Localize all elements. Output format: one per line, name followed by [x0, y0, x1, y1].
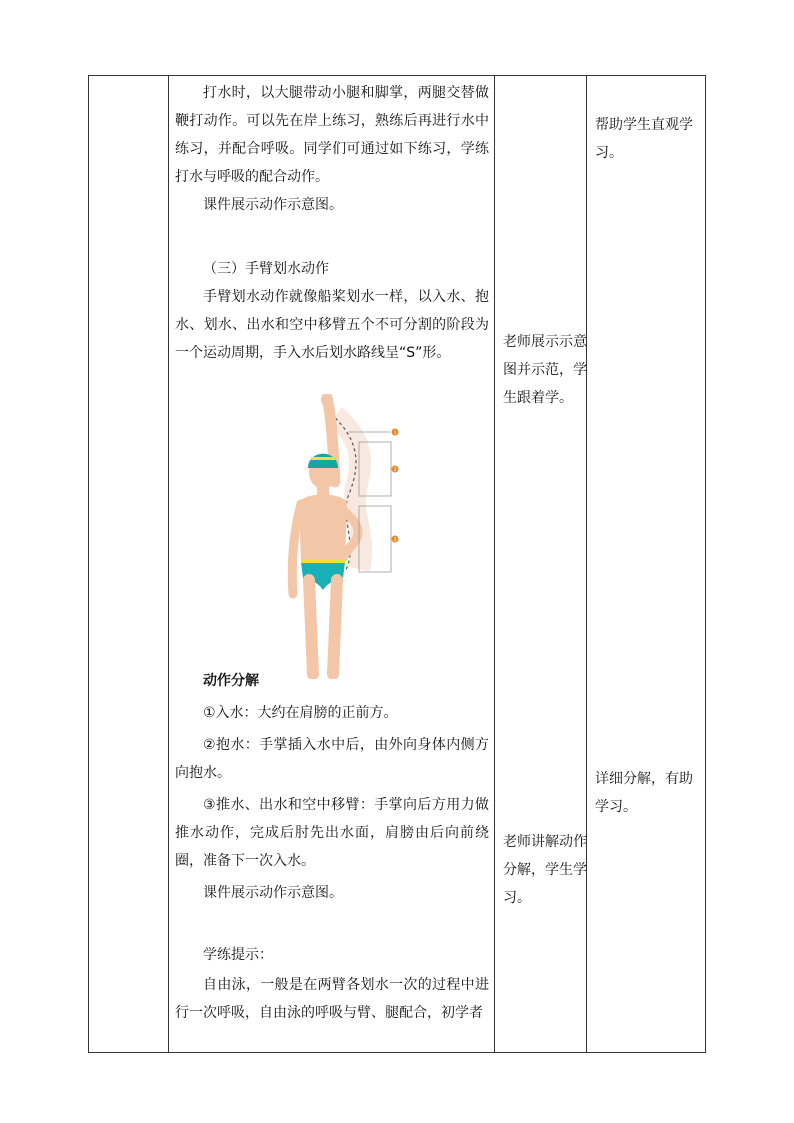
step-entry: ①入水：大约在肩膀的正前方。: [203, 705, 398, 721]
marker-label: 1: [393, 431, 397, 436]
step-catch: ②抱水：手掌插入水中后，由外向身体内侧方向抱水。: [175, 737, 489, 781]
kick-paragraph: 打水时，以大腿带动小腿和脚掌，两腿交替做鞭打动作。可以先在岸上练习，熟练后再进行水中练习，并配合呼吸。同学们可通过如下练习，学练打水与呼吸的配合动作。: [175, 85, 489, 185]
breakdown-title: 动作分解: [203, 673, 259, 689]
step-push-recovery: ③推水、出水和空中移臂：手掌向后方用力做推水动作，完成后肘先出水面，肩膀由后向前绕圈，准备下一次入水。: [175, 797, 489, 869]
tip-paragraph: 自由泳，一般是在两臂各划水一次的过程中进行一次呼吸，自由泳的呼吸与臂、腿配合，初学者: [175, 977, 489, 1021]
intent-note-2: 详细分解，有助学习。: [595, 771, 693, 815]
lesson-table: [88, 75, 706, 1053]
teacher-activity-column: [495, 76, 587, 1052]
hand: [321, 394, 333, 406]
show-diagram-note: 课件展示动作示意图。: [203, 885, 343, 901]
swimmer-arm-stroke-illustration: [287, 394, 417, 679]
section-title: （三）手臂划水动作: [203, 261, 329, 277]
left-leg: [309, 580, 313, 674]
intent-note-1: 帮助学生直观学习。: [595, 117, 693, 161]
empty-column-cell: [89, 76, 168, 1052]
marker-label: 3: [393, 538, 397, 543]
design-intent-column: [587, 76, 705, 1052]
marker-label: 2: [393, 468, 397, 473]
teacher-activity-1: 老师展示示意图并示范，学生跟着学。: [503, 334, 587, 406]
arm-stroke-paragraph: 手臂划水动作就像船桨划水一样，以入水、抱水、划水、出水和空中移臂五个不可分割的阶段为一个运动周期，手入水后划水路线呈“S”形。: [175, 289, 489, 361]
show-diagram-note: 课件展示动作示意图。: [203, 197, 343, 213]
content-column: [169, 76, 495, 1052]
right-leg: [333, 580, 337, 674]
cap-stripe: [311, 457, 335, 460]
teacher-activity-2: 老师讲解动作分解，学生学习。: [503, 834, 587, 906]
swimmer-figure: [287, 394, 417, 679]
tip-title: 学练提示：: [203, 947, 273, 963]
left-arm: [292, 504, 301, 594]
